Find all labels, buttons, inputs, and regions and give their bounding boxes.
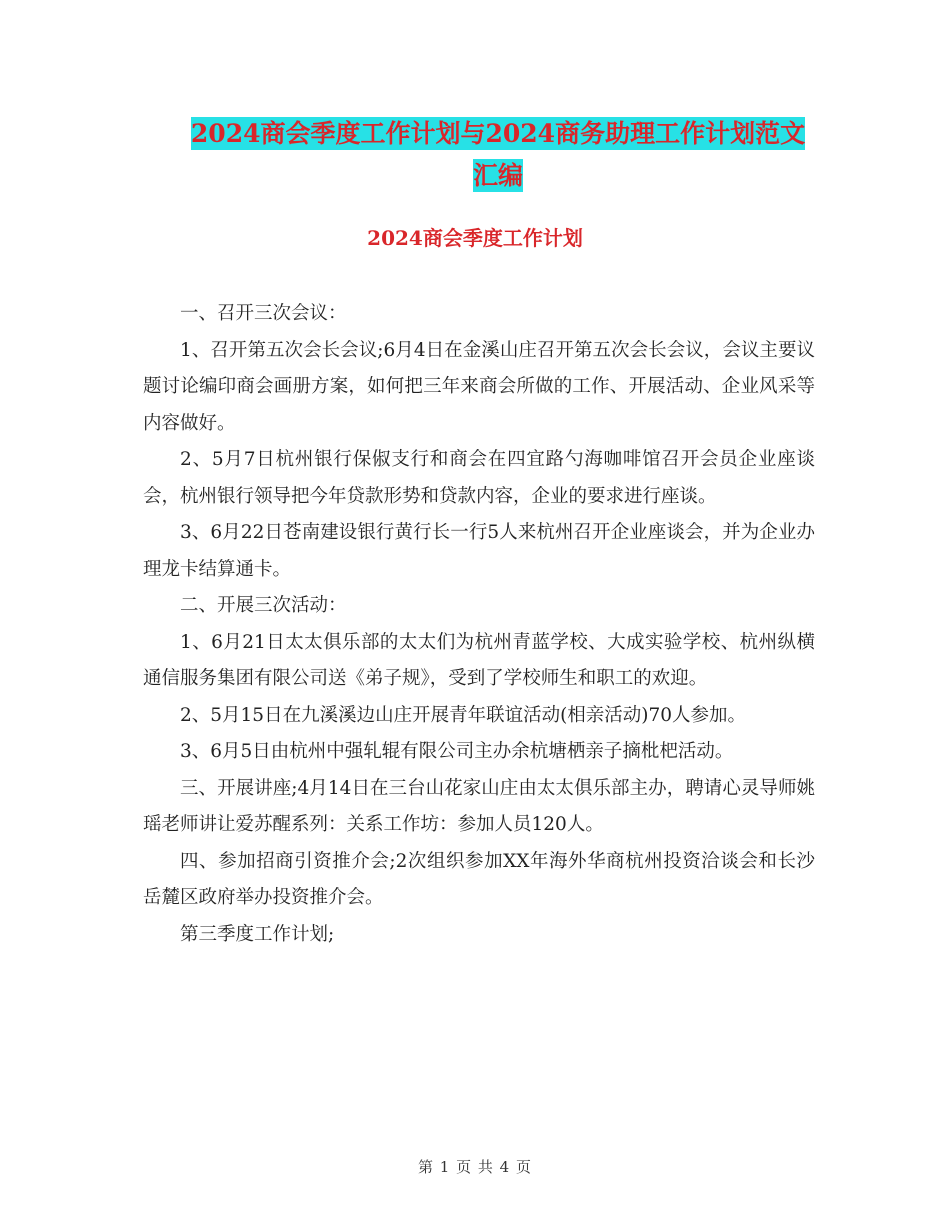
paragraph: 3、6月22日苍南建设银行黄行长一行5人来杭州召开企业座谈会，并为企业办理龙卡结算通卡。 [143,522,815,580]
paragraph: 3、6月5日由杭州中强轧辊有限公司主办余杭塘栖亲子摘枇杷活动。 [180,741,734,762]
paragraph: 1、6月21日太太俱乐部的太太们为杭州青蓝学校、大成实验学校、杭州纵横通信服务集团有限公司送《弟子规》，受到了学校师生和职工的欢迎。 [143,631,815,689]
section-heading: 2024商会季度工作计划 [367,226,583,250]
paragraph: 三、开展讲座;4月14日在三台山花家山庄由太太俱乐部主办，聘请心灵导师姚瑶老师讲让爱苏醒系列：关系工作坊：参加人员120人。 [143,777,815,835]
page-number-footer: 第 1 页 共 4 页 [418,1158,532,1176]
paragraph: 二、开展三次活动： [180,595,347,616]
paragraph: 第三季度工作计划; [180,923,335,945]
title-line-2: 汇编 [472,161,523,190]
paragraph: 四、参加招商引资推介会;2次组织参加XX年海外华商杭州投资洽谈会和长沙岳麓区政府举办投资推介会。 [143,850,815,908]
document-body [143,296,815,953]
document-title-continued [140,156,856,192]
paragraph: 2、5月15日在九溪溪边山庄开展青年联谊活动(相亲活动)70人参加。 [180,704,747,726]
paragraph: 2、5月7日杭州银行保俶支行和商会在四宜路勺海咖啡馆召开会员企业座谈会，杭州银行领导把今年贷款形势和贷款内容，企业的要求进行座谈。 [143,449,815,507]
document-title [140,114,856,150]
paragraph: 1、召开第五次会长会议;6月4日在金溪山庄召开第五次会长会议，会议主要议题讨论编印商会画册方案，如何把三年来商会所做的工作、开展活动、企业风采等内容做好。 [143,339,815,434]
paragraph: 一、召开三次会议： [180,303,347,324]
title-line-1: 2024商会季度工作计划与2024商务助理工作计划范文 [190,119,806,148]
